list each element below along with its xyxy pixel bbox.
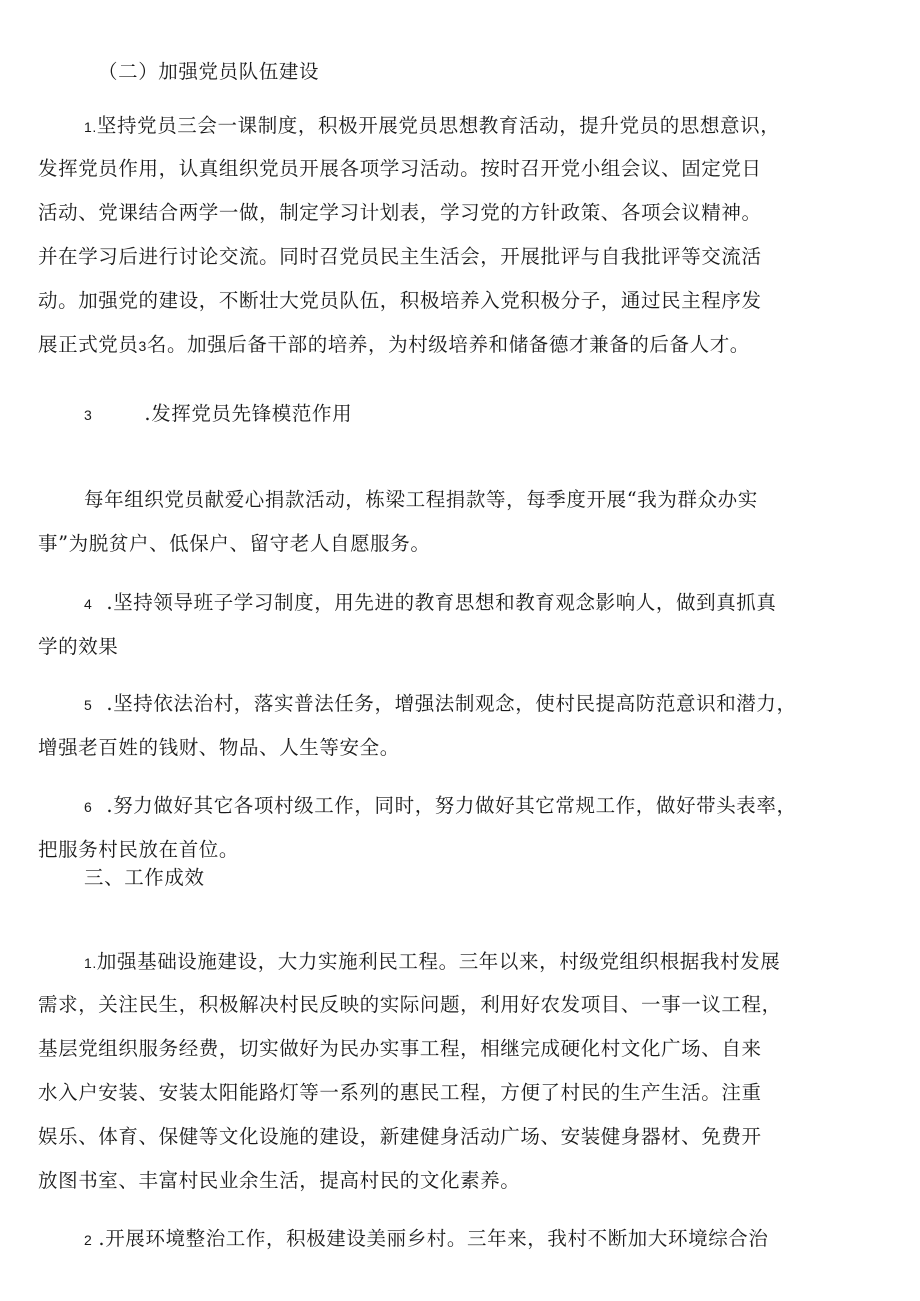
item-3-title: .发挥党员先锋模范作用	[144, 402, 353, 425]
party-member-count: 3	[138, 338, 147, 354]
item-4-number: 4	[84, 596, 93, 612]
section-2-heading: （二）加强党员队伍建设	[98, 60, 320, 83]
result-1-line-5: 娱乐、体育、保健等文化设施的建设，新建健身活动广场、安装健身器材、免费开	[38, 1125, 762, 1148]
item-1-line-2: 发挥党员作用，认真组织党员开展各项学习活动。按时召开党小组会议、固定党日	[38, 157, 762, 180]
result-1-number: 1.	[84, 955, 97, 971]
item-4-line-1: 4 .坚持领导班子学习制度，用先进的教育思想和教育观念影响人，做到真抓真	[84, 591, 777, 614]
result-1-line-6: 放图书室、丰富村民业余生活，提高村民的文化素养。	[38, 1169, 521, 1192]
item-3-heading	[84, 400, 352, 429]
result-2-number: 2	[84, 1232, 93, 1248]
item-5-line-2: 增强老百姓的钱财、物品、人生等安全。	[38, 736, 400, 759]
item-6-number: 6	[84, 799, 93, 815]
result-1-line-2: 需求，关注民生，积极解决村民反映的实际问题，利用好农发项目、一事一议工程，	[38, 993, 782, 1016]
item-1-line-6: 展正式党员3名。加强后备干部的培养，为村级培养和储备德才兼备的后备人才。	[38, 333, 750, 356]
item-1-line-1: 1.坚持党员三会一课制度，积极开展党员思想教育活动，提升党员的思想意识，	[84, 114, 781, 137]
item-6-line-1: 6 .努力做好其它各项村级工作，同时，努力做好其它常规工作，做好带头表率，	[84, 794, 797, 817]
item-1-line-3: 活动、党课结合两学一做，制定学习计划表，学习党的方针政策、各项会议精神。	[38, 201, 762, 224]
item-6-line-2: 把服务村民放在首位。	[38, 838, 240, 861]
item-1-line-4: 并在学习后进行讨论交流。同时召党员民主生活会，开展批评与自我批评等交流活	[38, 245, 762, 268]
result-1-line-4: 水入户安装、安装太阳能路灯等一系列的惠民工程，方便了村民的生产生活。注重	[38, 1081, 762, 1104]
item-3-line-1: 每年组织党员献爱心捐款活动，栋梁工程捐款等，每季度开展“我为群众办实	[84, 488, 758, 511]
item-5-line-1: 5 .坚持依法治村，落实普法任务，增强法制观念，使村民提高防范意识和潜力，	[84, 692, 797, 715]
item-5-number: 5	[84, 697, 93, 713]
item-4-line-2: 学的效果	[38, 635, 119, 658]
result-1-line-3: 基层党组织服务经费，切实做好为民办实事工程，相继完成硬化村文化广场、自来	[38, 1037, 762, 1060]
item-1-number: 1.	[84, 119, 97, 135]
item-1-line-5: 动。加强党的建设，不断壮大党员队伍，积极培养入党积极分子，通过民主程序发	[38, 289, 762, 312]
item-3-number: 3	[84, 407, 93, 423]
result-1-line-1: 1.加强基础设施建设，大力实施利民工程。三年以来，村级党组织根据我村发展	[84, 950, 781, 973]
result-2-line-1: 2 .开展环境整治工作，积极建设美丽乡村。三年来，我村不断加大环境综合治	[84, 1227, 769, 1250]
section-3-heading: 三、工作成效	[84, 866, 205, 889]
item-3-line-2: 事”为脱贫户、低保户、留守老人自愿服务。	[38, 532, 431, 555]
